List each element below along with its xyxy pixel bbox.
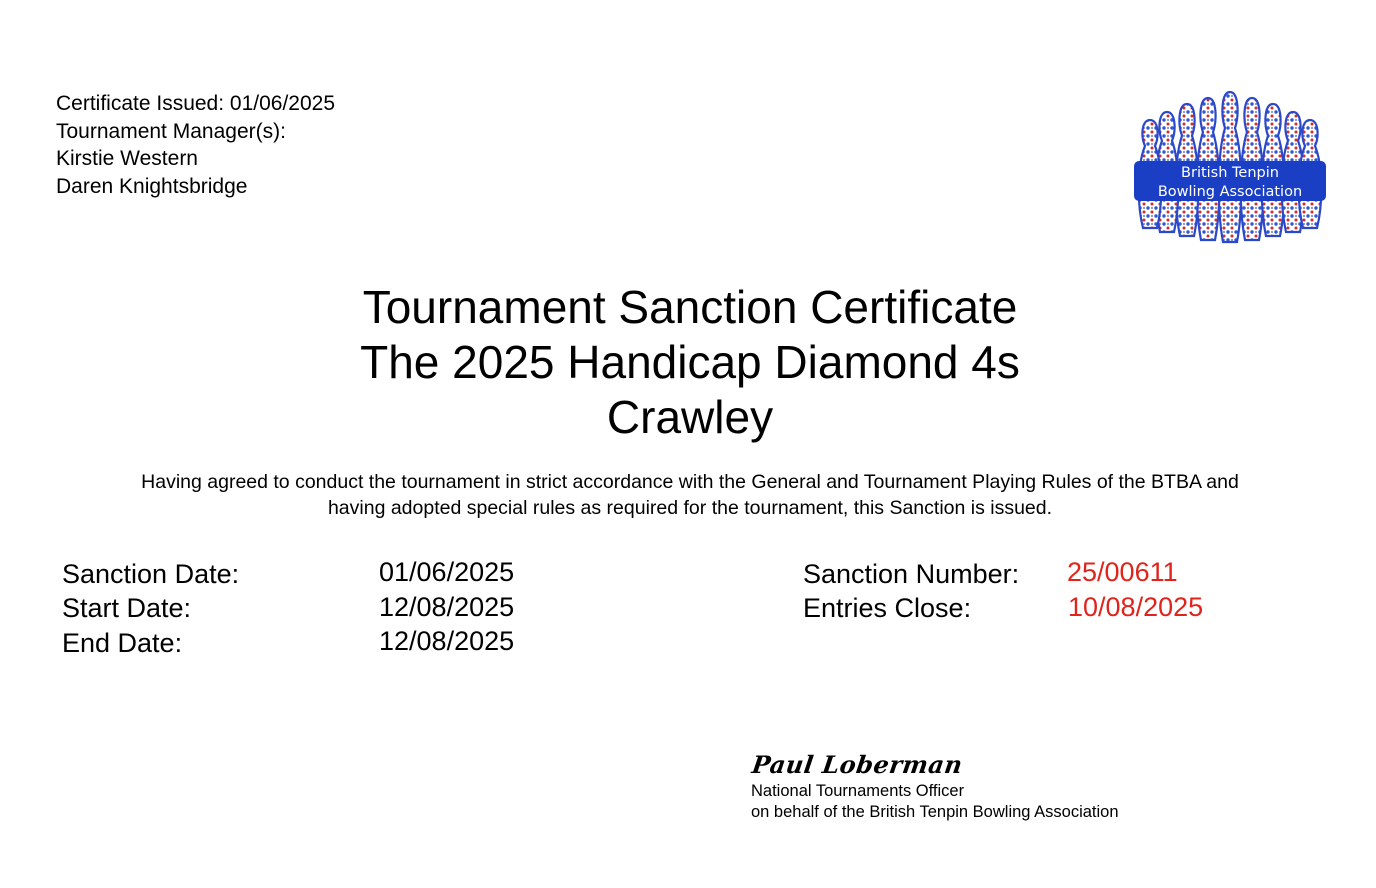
tournament-venue: Crawley — [606, 391, 774, 443]
bowling-pins-logo-icon — [1130, 86, 1330, 248]
managers-label: Tournament Manager(s): — [56, 119, 286, 143]
officer-details — [751, 781, 1119, 823]
officer-role: National Tournaments Officer — [751, 782, 965, 800]
manager-name: Kirstie Western — [56, 147, 198, 170]
btba-logo — [1130, 86, 1330, 248]
statement-line: Having agreed to conduct the tournament in strict accordance with the General and Tournament Playing Rules of the BTBA and — [141, 471, 1239, 493]
manager-name: Daren Knightsbridge — [56, 174, 248, 198]
certificate-issued: Certificate Issued: 01/06/2025 — [56, 92, 336, 115]
sanction-date-label: Sanction Date: — [62, 559, 240, 589]
end-date-label: End Date: — [62, 628, 183, 658]
sanction-number-value: 25/00611 — [1067, 557, 1178, 587]
entries-close-value: 10/08/2025 — [1068, 592, 1204, 622]
tournament-name: The 2025 Handicap Diamond 4s — [360, 336, 1020, 388]
start-date-value: 12/08/2025 — [379, 592, 515, 622]
title-line: Tournament Sanction Certificate — [362, 281, 1018, 333]
certificate-meta — [56, 90, 335, 200]
start-date-label: Start Date: — [62, 593, 192, 623]
statement-line: having adopted special rules as required for the tournament, this Sanction is issued. — [327, 497, 1053, 519]
logo-text-line1: British Tenpin — [1181, 165, 1279, 181]
officer-signature: Paul Loberman — [750, 750, 965, 779]
certificate-title — [0, 280, 1376, 445]
sanction-date-value: 01/06/2025 — [379, 557, 515, 587]
entries-close-label: Entries Close: — [803, 593, 972, 623]
end-date-value: 12/08/2025 — [379, 626, 515, 656]
logo-text-line2: Bowling Association — [1157, 184, 1303, 200]
sanction-statement — [40, 469, 1340, 521]
officer-behalf: on behalf of the British Tenpin Bowling Association — [751, 803, 1119, 821]
sanction-number-label: Sanction Number: — [803, 559, 1020, 589]
